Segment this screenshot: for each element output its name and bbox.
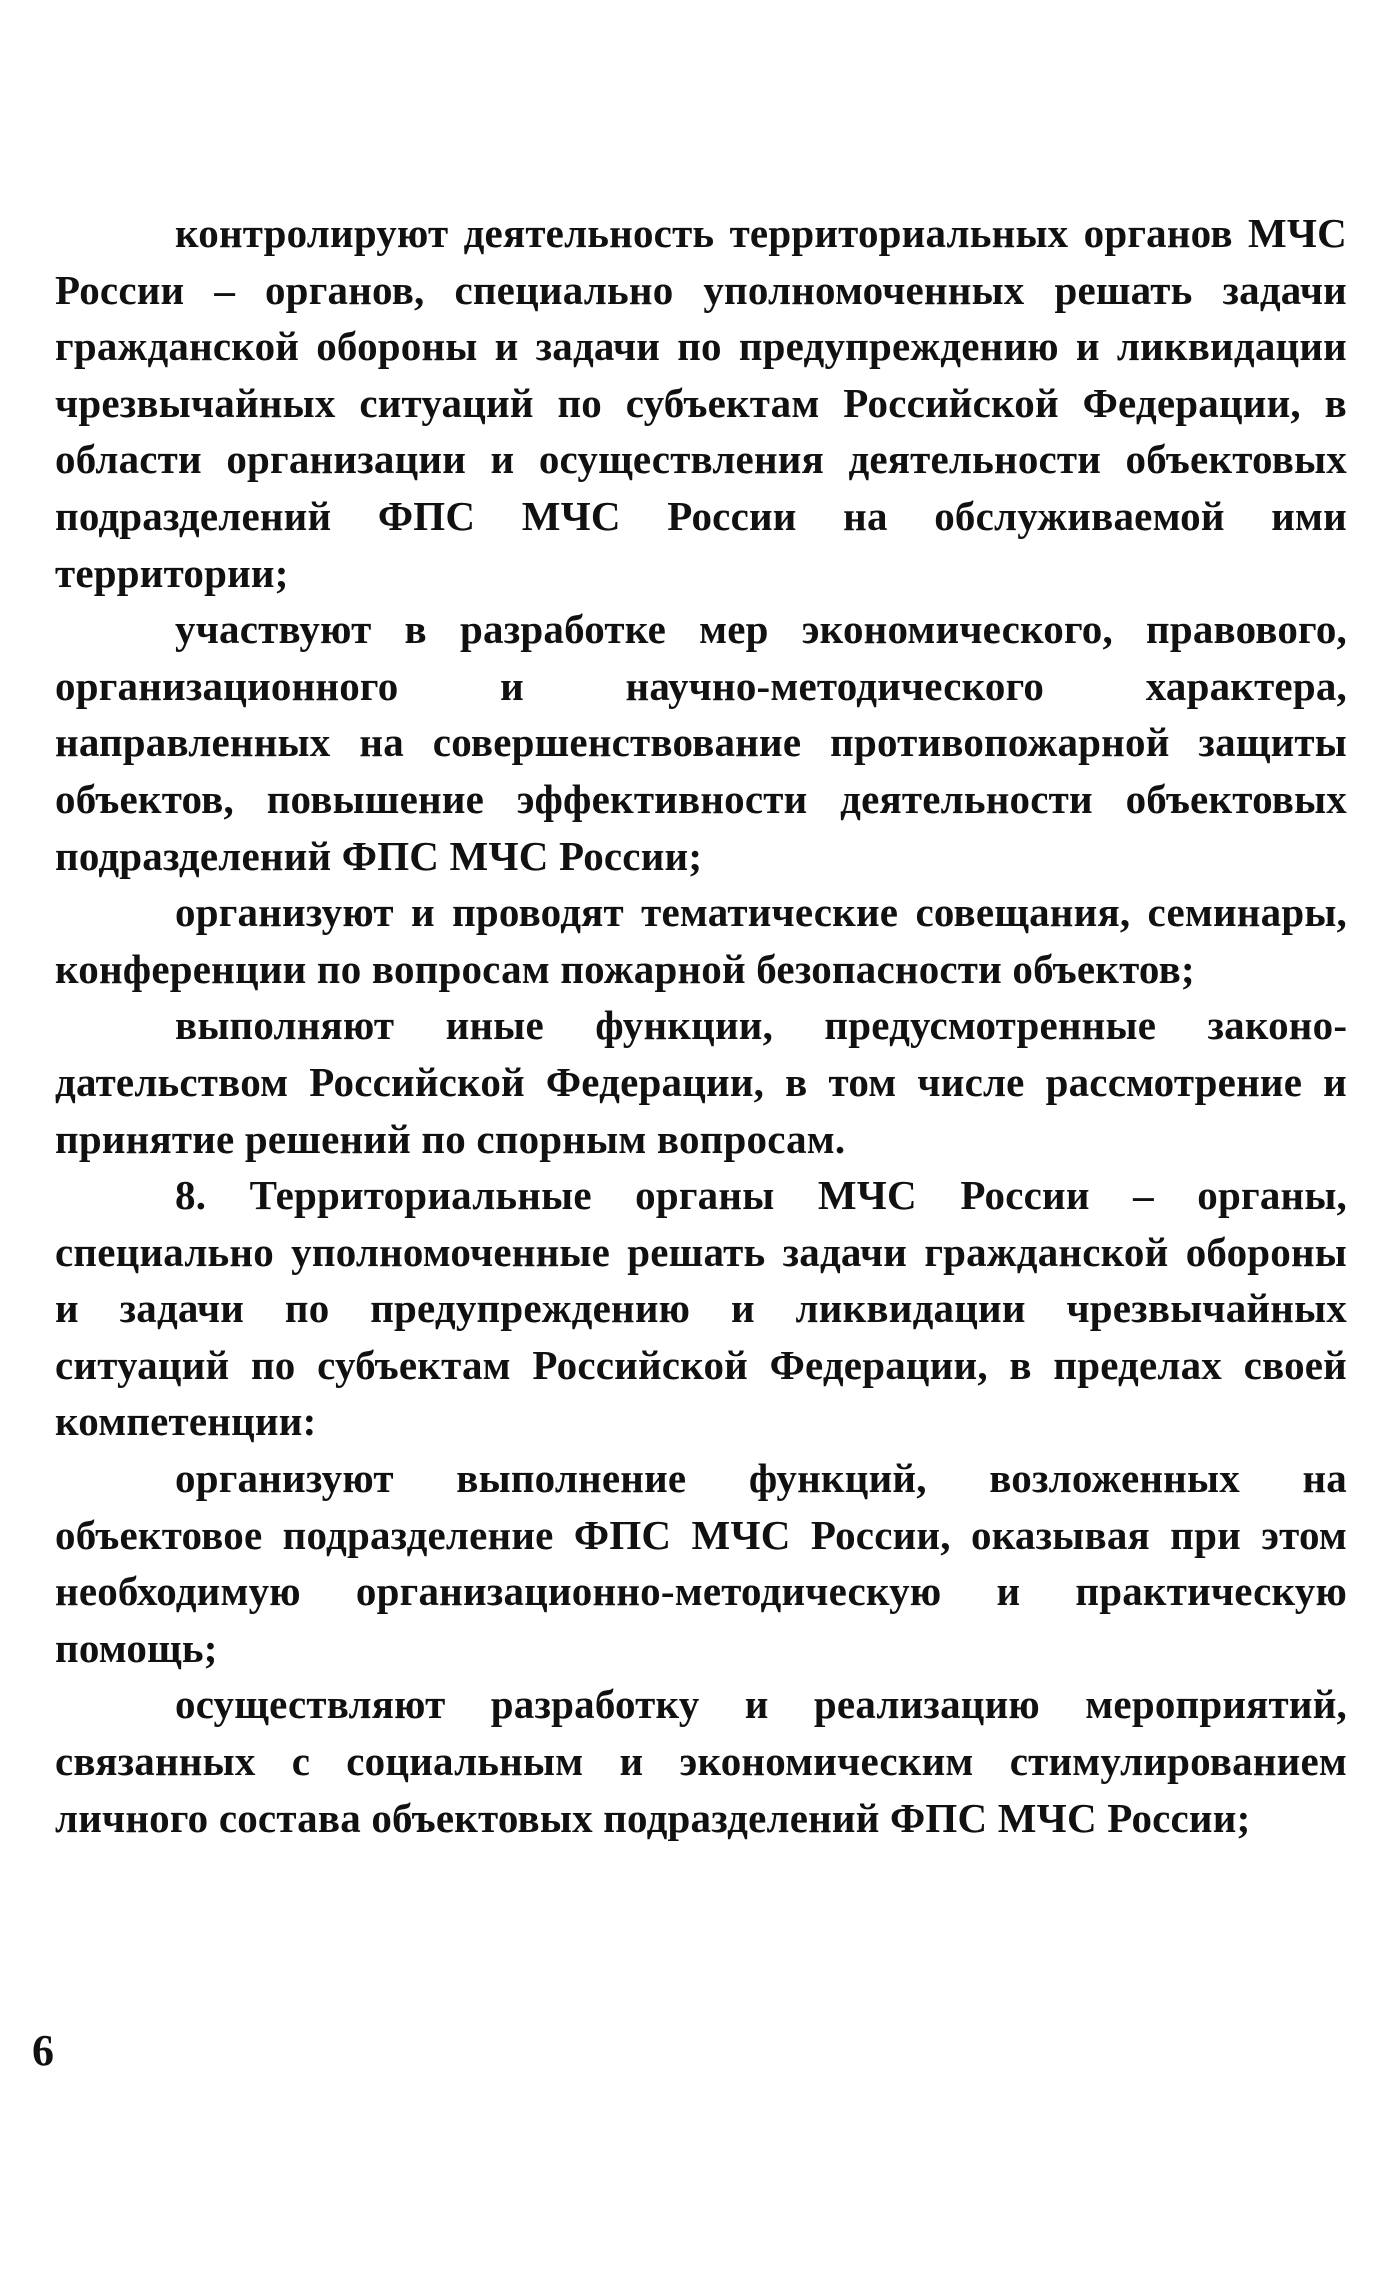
body-text: [55, 205, 1347, 1846]
paragraph-5: 8. Территориальные органы МЧС России – органы, специально уполномоченные решать задачи гражданской обороны и задачи по предупреждению и ликвидации чрезвычайных ситуаций по субъектам Российской Федерации, в пределах своей компетенции:: [55, 1172, 1347, 1445]
paragraph-4: выполняют иные функции, предусмотренные законодательством Российской Федерации, в том числе рассмотрение и принятие решений по спорным вопросам.: [55, 1002, 1347, 1162]
paragraph-7: осуществляют разработку и реализацию мероприятий, связанных с социальным и экономическим стимулированием личного состава объектовых подразделений ФПС МЧС России;: [55, 1681, 1347, 1841]
paragraph-3: организуют и проводят тематические совещания, семинары, конференции по вопросам пожарной безопасности объектов;: [55, 889, 1347, 992]
paragraph-6: организуют выполнение функций, возложенных на объектовое подразделение ФПС МЧС России, оказывая при этом необходимую организационно-методическую и практическую помощь;: [55, 1455, 1347, 1671]
paragraph-1: контролируют деятельность территориальных органов МЧС России – органов, специально уполномоченных решать задачи гражданской обороны и задачи по предупреждению и ликвидации чрезвычайных ситуаций по субъектам Российской Федерации, в области организации и осуществления деятельности объектовых подразделений ФПС МЧС России на обслуживаемой ими территории;: [55, 210, 1347, 596]
paragraph-2: участвуют в разработке мер экономического, правового, организационного и научно-методического характера, направленных на совершенствование противопожарной защиты объектов, повышение эффективности деятельности объектовых подразделений ФПС МЧС России;: [55, 606, 1347, 879]
page-number: 6: [32, 2026, 54, 2075]
